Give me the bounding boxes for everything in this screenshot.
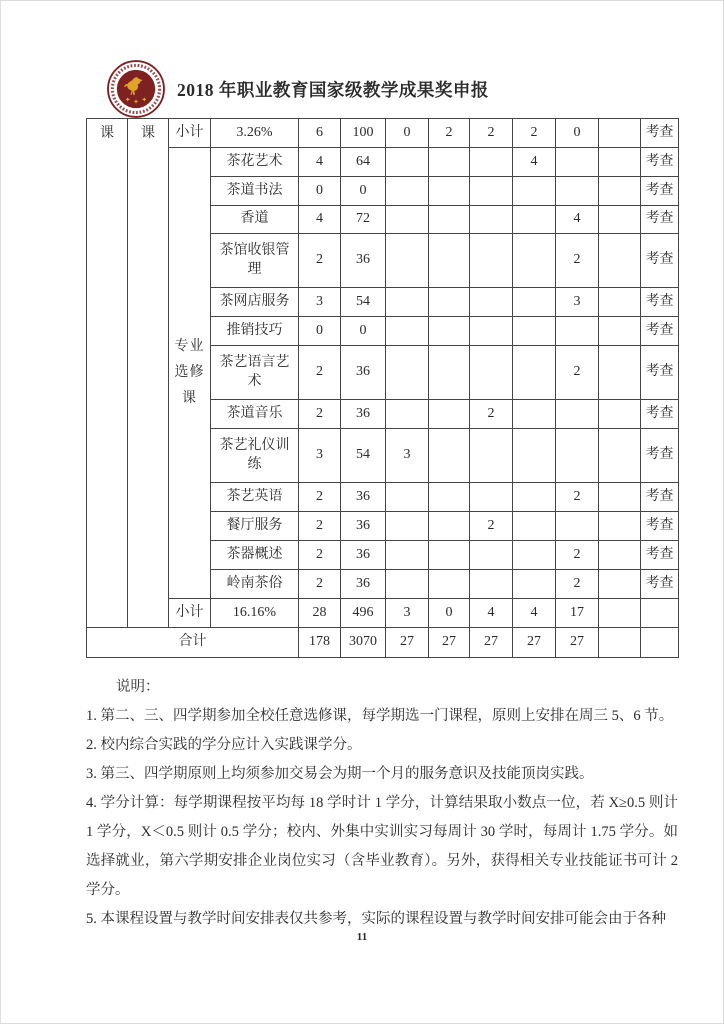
note-item: 3. 第三、四学期原则上均须参加交易会为期一个月的服务意识及技能顶岗实践。 — [86, 766, 594, 782]
table-cell — [429, 400, 470, 429]
table-cell — [599, 234, 641, 288]
table-cell — [513, 570, 556, 599]
table-cell: 考查 — [641, 346, 679, 400]
table-cell: 茶艺语言艺术 — [211, 346, 299, 400]
table-cell: 2 — [470, 400, 513, 429]
note-item: 1. 第二、三、四学期参加全校任意选修课，每学期选一门课程，原则上安排在周三 5、6 节。 — [86, 708, 674, 724]
table-cell: 2 — [556, 541, 599, 570]
table-cell: 小计 — [169, 599, 211, 628]
table-cell: 54 — [341, 429, 386, 483]
table-cell: 27 — [386, 628, 429, 658]
table-cell — [513, 346, 556, 400]
table-cell: 6 — [299, 119, 341, 148]
table-cell: 茶网店服务 — [211, 288, 299, 317]
table-cell: 496 — [341, 599, 386, 628]
table-cell — [599, 541, 641, 570]
table-cell: 考查 — [641, 541, 679, 570]
table-cell: 36 — [341, 512, 386, 541]
document-title: 2018 年职业教育国家级教学成果奖申报 — [177, 80, 489, 100]
table-cell: 茶花艺术 — [211, 148, 299, 177]
table-cell: 2 — [513, 119, 556, 148]
table-cell — [599, 317, 641, 346]
table-cell — [599, 400, 641, 429]
table-cell: 0 — [556, 119, 599, 148]
table-cell — [556, 177, 599, 206]
table-cell — [470, 206, 513, 234]
table-cell — [513, 206, 556, 234]
table-cell: 2 — [299, 234, 341, 288]
table-cell — [599, 346, 641, 400]
table-cell: 考查 — [641, 512, 679, 541]
table-cell: 茶艺礼仪训练 — [211, 429, 299, 483]
table-cell — [513, 429, 556, 483]
table-cell: 3 — [386, 599, 429, 628]
table-cell: 3070 — [341, 628, 386, 658]
table-cell: 2 — [470, 119, 513, 148]
table-cell — [470, 177, 513, 206]
table-cell — [429, 541, 470, 570]
table-cell: 0 — [341, 317, 386, 346]
table-cell: 100 — [341, 119, 386, 148]
table-cell — [386, 206, 429, 234]
table-cell: 考查 — [641, 119, 679, 148]
table-cell — [599, 512, 641, 541]
table-cell: 考查 — [641, 317, 679, 346]
table-cell: 27 — [556, 628, 599, 658]
note-item: 4. 学分计算：每学期课程按平均每 18 学时计 1 学分，计算结果取小数点一位，若 X≥0.5 则计 1 学分，X＜0.5 则计 0.5 学分；校内、外集中实训实习每周计 30 学时，每周计 1.75 学分。如选择就业，第六学期安排企业岗位实习（含毕业教育）。另外，获得相关专业技能证书可计 2 学分。 — [86, 795, 678, 898]
table-cell: 4 — [556, 206, 599, 234]
table-cell: 0 — [341, 177, 386, 206]
table-cell: 香道 — [211, 206, 299, 234]
table-cell — [429, 288, 470, 317]
curriculum-table — [86, 118, 679, 658]
table-cell — [513, 400, 556, 429]
table-cell: 0 — [429, 599, 470, 628]
table-cell — [470, 570, 513, 599]
table-cell: 16.16% — [211, 599, 299, 628]
table-cell — [386, 234, 429, 288]
table-cell — [470, 429, 513, 483]
table-cell — [429, 570, 470, 599]
table-cell: 3 — [299, 288, 341, 317]
table-cell: 0 — [386, 119, 429, 148]
table-cell — [470, 317, 513, 346]
table-row — [87, 119, 679, 148]
table-row — [87, 599, 679, 628]
table-cell — [513, 317, 556, 346]
table-cell — [513, 234, 556, 288]
table-cell — [556, 148, 599, 177]
table-cell: 27 — [470, 628, 513, 658]
table-cell — [386, 177, 429, 206]
table-cell: 茶艺英语 — [211, 483, 299, 512]
table-cell: 4 — [470, 599, 513, 628]
table-cell — [599, 483, 641, 512]
table-row — [87, 148, 679, 177]
table-cell — [641, 599, 679, 628]
table-cell — [599, 599, 641, 628]
table-cell: 2 — [556, 346, 599, 400]
table-cell — [386, 148, 429, 177]
table-cell: 4 — [513, 599, 556, 628]
table-cell: 课 — [87, 119, 128, 628]
table-cell — [386, 288, 429, 317]
table-cell — [470, 234, 513, 288]
table-cell — [429, 177, 470, 206]
table-cell: 36 — [341, 346, 386, 400]
table-cell — [513, 177, 556, 206]
table-cell — [429, 234, 470, 288]
table-cell: 2 — [299, 570, 341, 599]
table-cell: 28 — [299, 599, 341, 628]
table-cell: 合计 — [87, 628, 299, 658]
table-cell: 17 — [556, 599, 599, 628]
table-cell: 2 — [299, 541, 341, 570]
table-cell: 0 — [299, 177, 341, 206]
table-cell: 0 — [299, 317, 341, 346]
table-cell: 27 — [429, 628, 470, 658]
table-cell — [599, 148, 641, 177]
notes-heading: 说明： — [116, 679, 160, 695]
table-cell: 54 — [341, 288, 386, 317]
table-cell: 36 — [341, 400, 386, 429]
table-cell — [556, 429, 599, 483]
table-cell: 2 — [299, 512, 341, 541]
table-cell: 2 — [299, 400, 341, 429]
table-cell: 36 — [341, 570, 386, 599]
table-cell — [599, 628, 641, 658]
table-cell — [386, 400, 429, 429]
table-cell — [386, 317, 429, 346]
table-cell — [386, 346, 429, 400]
note-item: 2. 校内综合实践的学分应计入实践课学分。 — [86, 737, 362, 753]
table-cell: 岭南茶俗 — [211, 570, 299, 599]
table-cell: 茶器概述 — [211, 541, 299, 570]
table-cell — [556, 317, 599, 346]
table-cell: 3 — [386, 429, 429, 483]
table-cell: 茶道音乐 — [211, 400, 299, 429]
table-cell: 3 — [556, 288, 599, 317]
table-cell: 考查 — [641, 483, 679, 512]
table-cell — [429, 346, 470, 400]
table-cell — [556, 400, 599, 429]
table-cell — [513, 288, 556, 317]
table-cell — [599, 119, 641, 148]
table-cell — [386, 483, 429, 512]
table-cell — [599, 288, 641, 317]
table-cell — [429, 317, 470, 346]
table-cell: 27 — [513, 628, 556, 658]
table-cell — [429, 512, 470, 541]
table-cell — [470, 483, 513, 512]
table-row — [87, 628, 679, 658]
table-cell: 2 — [299, 483, 341, 512]
table-cell: 2 — [556, 483, 599, 512]
table-cell: 72 — [341, 206, 386, 234]
table-cell — [556, 512, 599, 541]
table-cell: 小计 — [169, 119, 211, 148]
table-cell — [513, 512, 556, 541]
table-cell: 3 — [299, 429, 341, 483]
table-cell — [386, 512, 429, 541]
table-cell: 推销技巧 — [211, 317, 299, 346]
school-seal-logo — [107, 60, 165, 118]
table-cell: 课 — [128, 119, 169, 628]
table-cell: 考查 — [641, 234, 679, 288]
table-cell — [386, 570, 429, 599]
table-cell — [470, 148, 513, 177]
table-cell — [599, 570, 641, 599]
table-cell: 考查 — [641, 429, 679, 483]
table-cell — [429, 483, 470, 512]
table-cell — [429, 429, 470, 483]
table-cell: 考查 — [641, 148, 679, 177]
table-cell: 茶道书法 — [211, 177, 299, 206]
table-cell: 36 — [341, 483, 386, 512]
table-cell: 2 — [470, 512, 513, 541]
table-cell: 3.26% — [211, 119, 299, 148]
table-cell — [513, 541, 556, 570]
table-cell: 64 — [341, 148, 386, 177]
table-cell — [470, 541, 513, 570]
table-cell: 茶馆收银管理 — [211, 234, 299, 288]
page-number: 11 — [356, 931, 368, 943]
table-cell — [470, 346, 513, 400]
table-cell: 2 — [556, 234, 599, 288]
table-cell: 2 — [429, 119, 470, 148]
table-cell: 36 — [341, 541, 386, 570]
table-cell: 考查 — [641, 206, 679, 234]
table-cell: 考查 — [641, 177, 679, 206]
table-cell — [599, 429, 641, 483]
table-cell — [641, 628, 679, 658]
notes-section — [86, 673, 678, 934]
note-item: 5. 本课程设置与教学时间安排表仅共参考，实际的课程设置与教学时间安排可能会由于各种 — [86, 911, 666, 927]
table-cell: 4 — [299, 148, 341, 177]
table-cell: 2 — [556, 570, 599, 599]
table-cell: 4 — [513, 148, 556, 177]
table-cell — [470, 288, 513, 317]
table-cell: 178 — [299, 628, 341, 658]
table-cell: 专业选修课 — [169, 148, 211, 599]
table-cell — [599, 206, 641, 234]
table-cell: 2 — [299, 346, 341, 400]
table-cell — [386, 541, 429, 570]
table-cell — [513, 483, 556, 512]
table-cell — [429, 148, 470, 177]
table-cell: 考查 — [641, 400, 679, 429]
table-cell: 餐厅服务 — [211, 512, 299, 541]
table-cell: 36 — [341, 234, 386, 288]
table-cell: 考查 — [641, 288, 679, 317]
table-cell: 考查 — [641, 570, 679, 599]
table-cell: 4 — [299, 206, 341, 234]
table-cell — [599, 177, 641, 206]
table-cell — [429, 206, 470, 234]
